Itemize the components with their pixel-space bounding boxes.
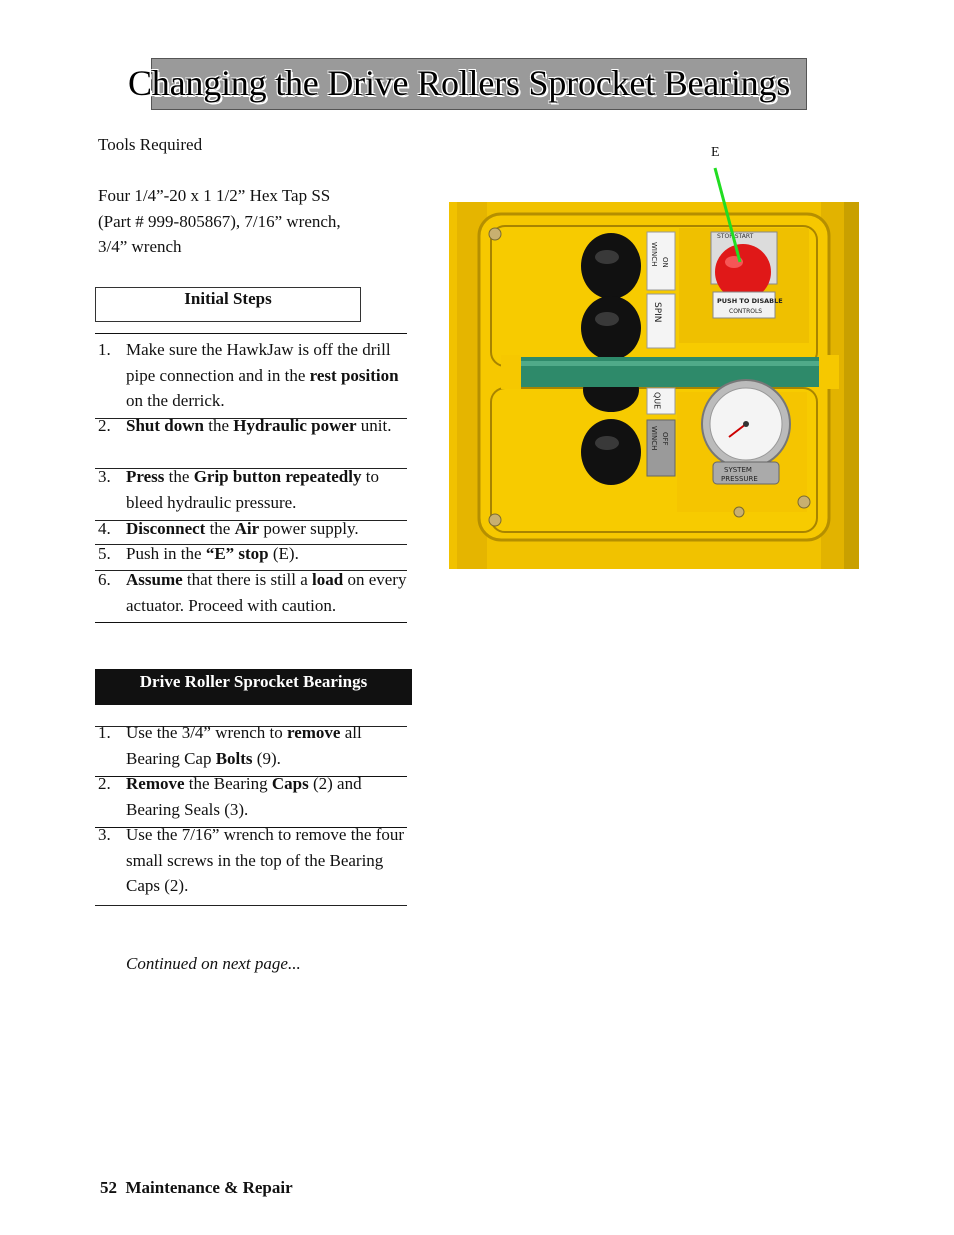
step-text-run: the Bearing bbox=[184, 774, 272, 793]
step-text-bold: Shut down bbox=[126, 416, 204, 435]
step-text-run: unit. bbox=[356, 416, 392, 435]
divider bbox=[95, 622, 407, 623]
step-text-run: on the derrick. bbox=[126, 391, 225, 410]
divider bbox=[95, 333, 407, 334]
step-text-bold: Assume bbox=[126, 570, 183, 589]
step-text-run: on every actuator. Proceed with caution. bbox=[126, 570, 407, 615]
tools-line-1: Four 1/4”-20 x 1 1/2” Hex Tap SS bbox=[98, 186, 331, 205]
label-winch-off-left: WINCH bbox=[650, 426, 658, 451]
step-text-run: the bbox=[203, 416, 234, 435]
step-text-run: Make sure the HawkJaw is off the drill pipe connection and in the bbox=[126, 340, 391, 385]
label-system: SYSTEM bbox=[724, 466, 752, 474]
step-text-bold: load bbox=[312, 570, 344, 589]
step-number: 4. bbox=[98, 519, 111, 538]
step-text bbox=[126, 720, 407, 771]
divider bbox=[95, 905, 407, 906]
step-number: 3. bbox=[98, 467, 111, 486]
step-text-bold: Grip button repeatedly bbox=[193, 467, 362, 486]
step-item bbox=[95, 541, 407, 567]
step-item bbox=[95, 337, 407, 414]
tools-line-3: 3/4” wrench bbox=[98, 237, 182, 256]
step-item bbox=[95, 464, 407, 515]
step-number: 1. bbox=[98, 340, 111, 359]
step-text bbox=[126, 567, 407, 618]
drive-steps-heading: Drive Roller Sprocket Bearings bbox=[139, 672, 368, 691]
step-text-run: (E). bbox=[268, 544, 299, 563]
initial-steps-header bbox=[95, 287, 361, 322]
step-item bbox=[95, 822, 407, 899]
label-torque-fragment: QUE bbox=[652, 392, 662, 410]
step-item bbox=[95, 771, 407, 822]
step-text bbox=[126, 516, 407, 542]
tools-heading: Tools Required bbox=[98, 135, 203, 154]
step-text-bold: Hydraulic power bbox=[233, 416, 357, 435]
step-item bbox=[95, 516, 407, 542]
step-text-bold: Caps bbox=[271, 774, 309, 793]
continued-note: Continued on next page... bbox=[126, 954, 301, 973]
step-number: 2. bbox=[98, 416, 111, 435]
step-item bbox=[95, 413, 407, 439]
section-name: Maintenance & Repair bbox=[125, 1178, 293, 1197]
knob-winch-off bbox=[581, 419, 641, 485]
step-item bbox=[95, 567, 407, 618]
step-text-bold: Disconnect bbox=[126, 519, 206, 538]
label-stop-start: STOP START bbox=[717, 233, 754, 240]
label-spin: SPIN bbox=[652, 302, 662, 323]
label-winch-on-left: WINCH bbox=[650, 242, 658, 267]
step-text-bold: Bolts bbox=[215, 748, 253, 768]
callout-label-e: E bbox=[711, 145, 720, 160]
label-controls: CONTROLS bbox=[729, 308, 763, 315]
step-text-run: to bleed hydraulic pressure. bbox=[126, 467, 379, 512]
page-title: Changing the Drive Rollers Sprocket Bearings bbox=[128, 63, 791, 103]
step-text bbox=[126, 822, 407, 899]
label-pressure: PRESSURE bbox=[721, 475, 758, 483]
step-text-run: Use the 7/16” wrench to remove the four small screws in the top of the Bearing Caps (2). bbox=[126, 825, 405, 895]
tools-line-2: (Part # 999-805867), 7/16” wrench, bbox=[98, 212, 341, 231]
knob-winch-on bbox=[581, 233, 641, 299]
step-text-run: Use the 3/4” wrench to bbox=[126, 723, 287, 742]
step-number: 6. bbox=[98, 570, 111, 589]
page-number: 52 bbox=[100, 1178, 117, 1197]
step-text bbox=[126, 541, 407, 567]
callout-line-e bbox=[700, 160, 760, 270]
step-number: 5. bbox=[98, 544, 111, 563]
control-panel-photo bbox=[449, 202, 859, 569]
step-number: 2. bbox=[98, 774, 111, 793]
step-text-run: the bbox=[205, 519, 235, 538]
step-text-run: power supply. bbox=[259, 519, 359, 538]
step-text bbox=[126, 464, 407, 515]
step-text-run: Push in the bbox=[126, 544, 206, 563]
step-text-run: (2) and Bearing Seals (3). bbox=[126, 774, 362, 819]
step-item bbox=[95, 720, 407, 771]
step-number: 3. bbox=[98, 825, 111, 844]
step-text bbox=[126, 771, 407, 822]
label-push-disable: PUSH TO DISABLE bbox=[717, 297, 783, 305]
step-text-bold: rest position bbox=[309, 365, 399, 385]
step-text-bold: Press bbox=[126, 467, 165, 486]
step-text-run: all Bearing Cap bbox=[126, 723, 362, 768]
step-text-bold: Air bbox=[234, 519, 260, 538]
step-text-bold: remove bbox=[286, 723, 341, 742]
page-footer bbox=[100, 1178, 293, 1198]
step-text-bold: Remove bbox=[126, 774, 185, 793]
step-text bbox=[126, 413, 407, 439]
label-winch-off-right: OFF bbox=[661, 432, 669, 446]
step-text-run: (9). bbox=[252, 748, 281, 768]
step-text bbox=[126, 337, 407, 414]
step-text-run: the bbox=[164, 467, 194, 486]
step-text-run: that there is still a bbox=[182, 570, 313, 589]
step-number: 1. bbox=[98, 723, 111, 742]
drive-steps-header bbox=[95, 669, 412, 705]
knob-spin bbox=[581, 296, 641, 360]
initial-steps-heading: Initial Steps bbox=[184, 289, 272, 308]
step-text-bold: “E” stop bbox=[205, 544, 269, 563]
label-winch-on-right: ON bbox=[661, 257, 669, 268]
